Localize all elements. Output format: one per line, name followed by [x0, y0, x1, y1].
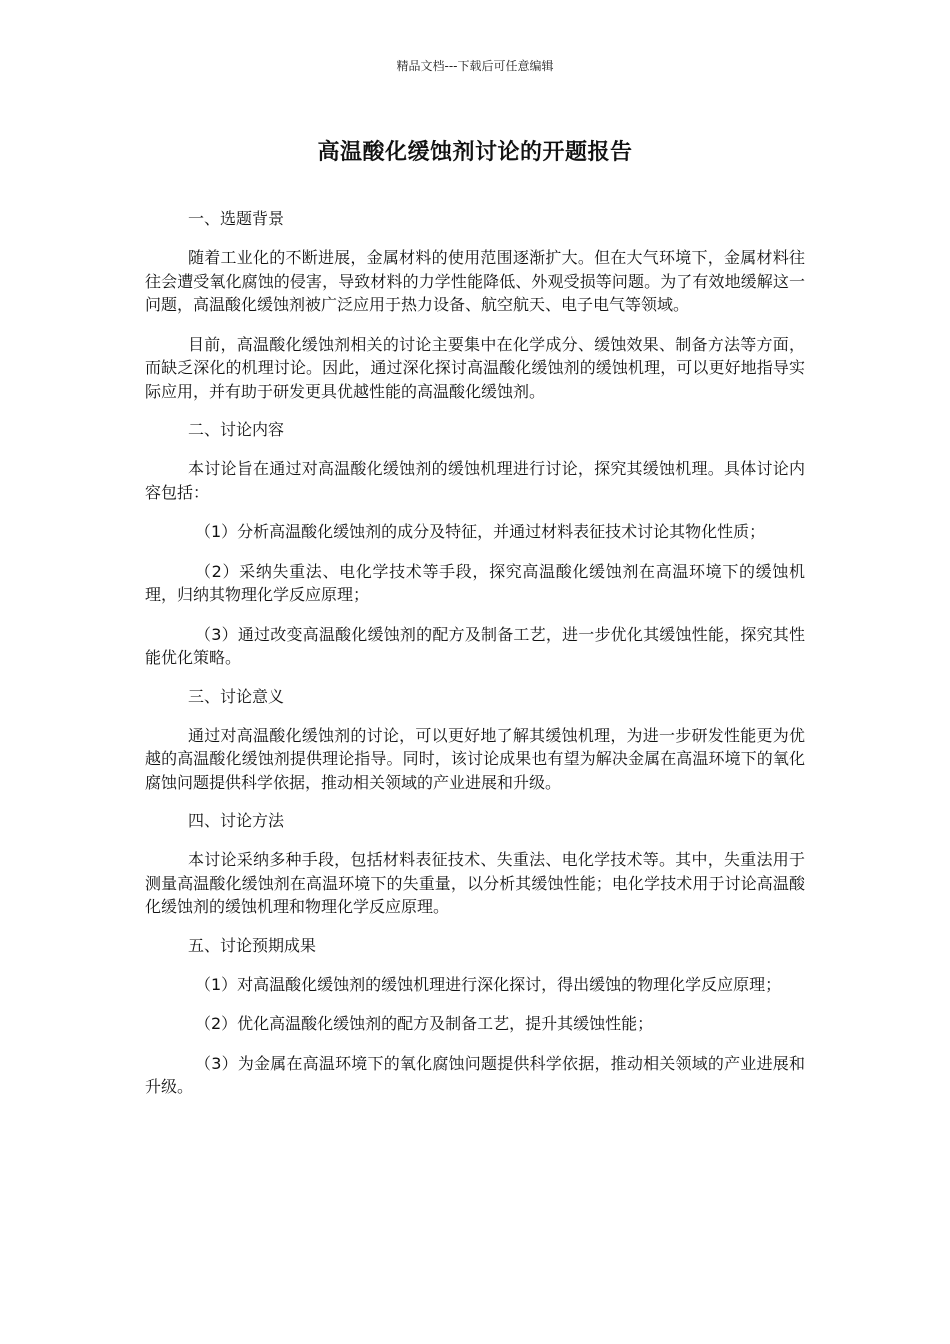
content-intro-paragraph: 本讨论旨在通过对高温酸化缓蚀剂的缓蚀机理进行讨论，探究其缓蚀机理。具体讨论内容包括： — [145, 459, 805, 502]
background-paragraph-2: 目前，高温酸化缓蚀剂相关的讨论主要集中在化学成分、缓蚀效果、制备方法等方面，而缺乏深化的机理讨论。因此，通过深化探讨高温酸化缓蚀剂的缓蚀机理，可以更好地指导实际应用，并有助于研发更具优越性能的高温酸化缓蚀剂。 — [145, 334, 805, 401]
expected-results-item-2: （2）优化高温酸化缓蚀剂的配方及制备工艺，提升其缓蚀性能； — [195, 1014, 654, 1033]
document-title: 高温酸化缓蚀剂讨论的开题报告 — [317, 140, 633, 165]
content-list-item-1: （1）分析高温酸化缓蚀剂的成分及特征，并通过材料表征技术讨论其物化性质； — [195, 522, 766, 541]
content-list-item-2: （2）采纳失重法、电化学技术等手段，探究高温酸化缓蚀剂在高温环境下的缓蚀机理，归纳其物理化学反应原理； — [145, 561, 805, 604]
section-heading-significance: 三、讨论意义 — [188, 686, 285, 706]
significance-paragraph: 通过对高温酸化缓蚀剂的讨论，可以更好地了解其缓蚀机理，为进一步研发性能更为优越的高温酸化缓蚀剂提供理论指导。同时，该讨论成果也有望为解决金属在高温环境下的氧化腐蚀问题提供科学依据，推动相关领域的产业进展和升级。 — [145, 725, 805, 792]
section-heading-methods: 四、讨论方法 — [188, 811, 285, 830]
expected-results-item-3: （3）为金属在高温环境下的氧化腐蚀问题提供科学依据，推动相关领域的产业进展和升级。 — [145, 1053, 805, 1096]
document-body — [145, 208, 805, 1115]
background-paragraph-1: 随着工业化的不断进展，金属材料的使用范围逐渐扩大。但在大气环境下，金属材料往往会遭受氧化腐蚀的侵害，导致材料的力学性能降低、外观受损等问题。为了有效地缓解这一问题，高温酸化缓蚀剂被广泛应用于热力设备、航空航天、电子电气等领域。 — [145, 248, 805, 314]
header-note: 精品文档---下载后可任意编辑 — [396, 59, 554, 73]
section-heading-expected-results: 五、讨论预期成果 — [188, 935, 317, 955]
content-list-item-3: （3）通过改变高温酸化缓蚀剂的配方及制备工艺，进一步优化其缓蚀性能，探究其性能优化策略。 — [145, 624, 805, 667]
expected-results-item-1: （1）对高温酸化缓蚀剂的缓蚀机理进行深化探讨，得出缓蚀的物理化学反应原理； — [195, 974, 782, 994]
methods-paragraph: 本讨论采纳多种手段，包括材料表征技术、失重法、电化学技术等。其中，失重法用于测量高温酸化缓蚀剂在高温环境下的失重量，以分析其缓蚀性能；电化学技术用于讨论高温酸化缓蚀剂的缓蚀机理和物理化学反应原理。 — [145, 850, 805, 916]
section-heading-content: 二、讨论内容 — [188, 420, 285, 439]
section-heading-background: 一、选题背景 — [188, 209, 285, 228]
